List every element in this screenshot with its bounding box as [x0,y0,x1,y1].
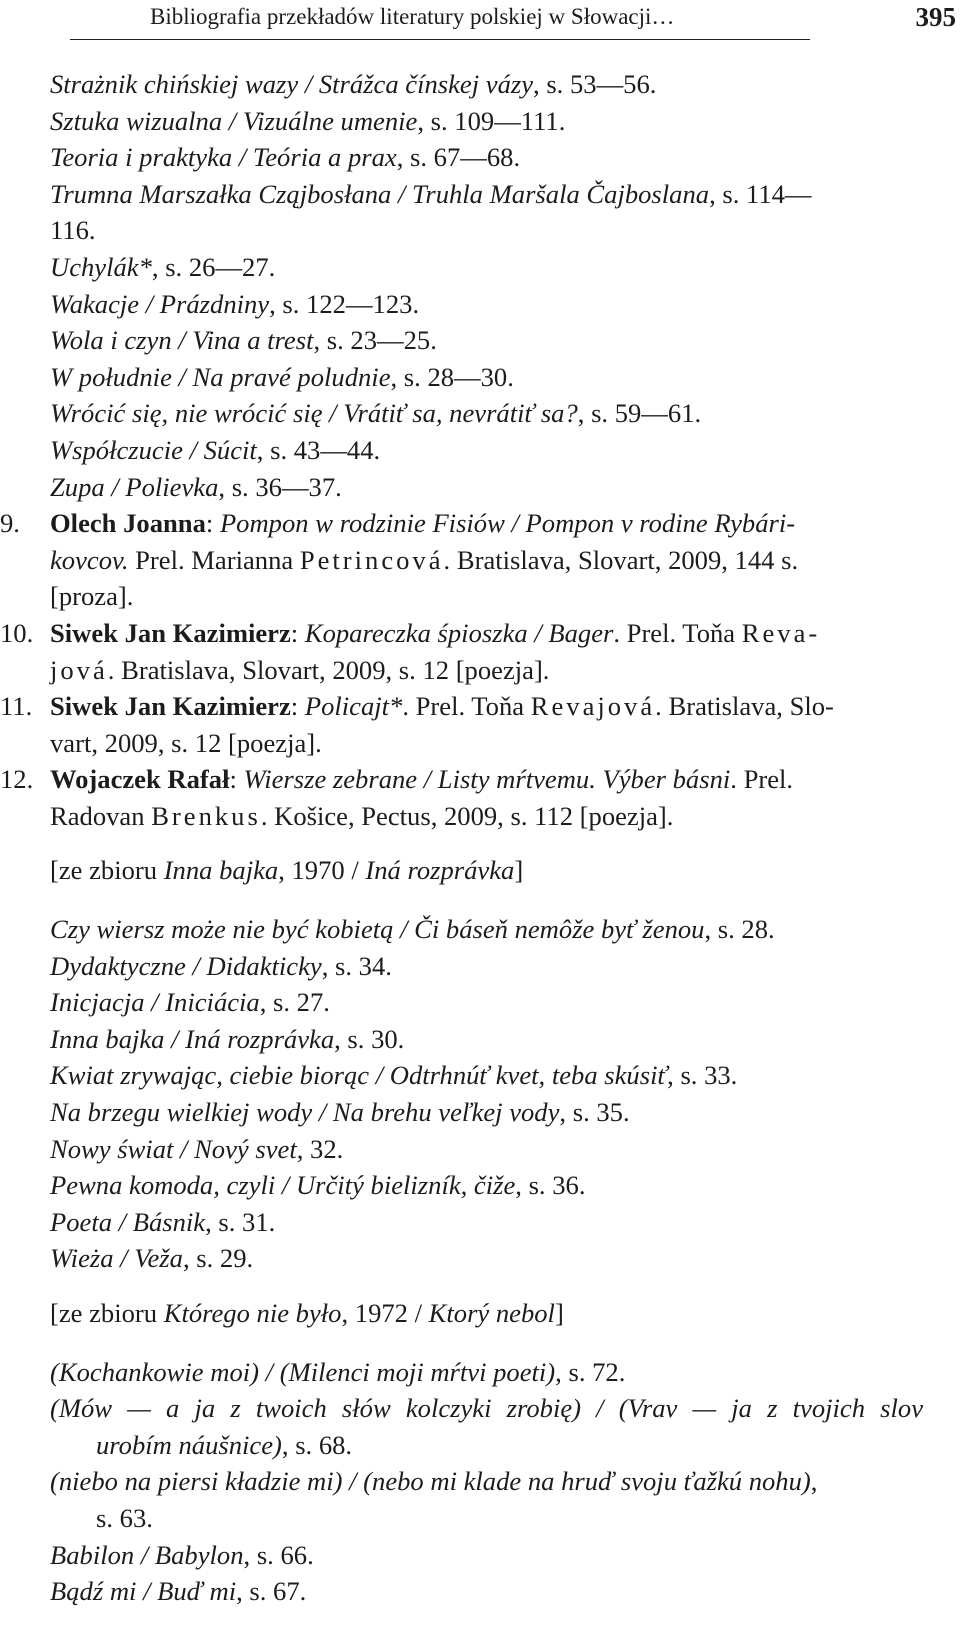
collection-heading: [ze zbioru Inna bajka, 1970 / Iná rozprávka] [50,855,524,886]
entry-title: Wiersze zebrane / Listy mŕtvemu. Výber básni [243,764,731,795]
header-rule [70,39,810,40]
bibliography-entry-12: 12. Wojaczek Rafał: Wiersze zebrane / Listy mŕtvemu. Výber básni. Prel. Radovan Brenkus. Košice, Pectus, 2009, s. 112 [poezja]. [50,761,955,834]
list-item: Na brzegu wielkiej wody / Na brehu veľkej vody, s. 35. [50,1097,630,1128]
entry-title: Pompon w rodzinie Fisiów / Pompon v rodine Rybári- [219,508,796,539]
entry-author: Olech Joanna [50,508,206,539]
list-item: W południe / Na pravé poludnie, s. 28—30. [50,361,514,392]
collection-heading: [ze zbioru Którego nie było, 1972 / Ktorý nebol] [50,1298,564,1328]
bibliography-entry-11: 11. Siwek Jan Kazimierz: Policajt*. Prel. Toňa Revajová. Bratislava, Slo- vart, 2009, s. 12 [poezja]. [50,688,955,761]
entry-title: Kopareczka śpioszka / Bager [304,617,614,648]
list-item: Uchylák*, s. 26—27. [50,251,276,282]
entry-number: 9. [0,508,20,539]
list-item: Inna bajka / Iná rozprávka, s. 30. [50,1023,405,1054]
list-item: Zupa / Polievka, s. 36—37. [50,471,342,502]
entry-translator: Revajová [530,691,656,722]
list-item: Babilon / Babylon, s. 66. [50,1539,314,1570]
entry-title: Policajt* [304,691,403,722]
entry-number: 11. [0,691,33,722]
list-item: Wakacje / Prázdniny, s. 122—123. [50,288,420,319]
list-item: Współczucie / Súcit, s. 43—44. [50,434,381,465]
list-item: (niebo na piersi kładzie mi) / (nebo mi klade na hruď svoju ťažkú nohu), [50,1466,818,1497]
list-item: Kwiat zrywając, ciebie biorąc / Odtrhnúť kvet, teba skúsiť, s. 33. [50,1060,738,1091]
list-item: (Mów — a ja z twoich słów kolczyki zrobię) / (Vrav — ja z tvojich slov [50,1393,923,1424]
page-body [0,66,955,1610]
poem-list [50,1354,955,1610]
entry-number: 12. [0,764,34,795]
page-number: 395 [915,2,956,32]
entry-translator: Petrincová [299,544,444,575]
entry-number: 10. [0,617,34,648]
list-item: Wieża / Veža, s. 29. [50,1243,254,1274]
list-item-continuation: urobím náušnice), s. 68. [96,1429,353,1460]
list-item: Wola i czyn / Vina a trest, s. 23—25. [50,325,437,356]
list-item: Dydaktyczne / Didakticky, s. 34. [50,950,392,981]
poem-list [50,911,955,1277]
page-header [0,0,960,44]
entry-translator: Brenkus [151,800,261,831]
list-item: (Kochankowie moi) / (Milenci moji mŕtvi poeti), s. 72. [50,1356,626,1387]
list-item: Strażnik chińskiej wazy / Strážca čínskej vázy, s. 53—56. [50,69,657,99]
list-item: Inicjacja / Iniciácia, s. 27. [50,987,330,1018]
entry-translator: Reva- [741,617,821,648]
list-item: Trumna Marszałka Cząjbosłana / Truhla Maršala Čajboslana, s. 114— [50,178,812,209]
bibliography-entry-9: 9. Olech Joanna: Pompon w rodzinie Fisiów / Pompon v rodine Rybári- kovcov. Prel. Marianna Petrincová. Bratislava, Slovart, 2009, 144 s. [proza]. [50,505,955,615]
list-item-continuation: 116. [50,215,96,246]
list-item-continuation: s. 63. [96,1502,153,1533]
list-item: Bądź mi / Buď mi, s. 67. [50,1576,307,1607]
bibliography-entry-10: 10. Siwek Jan Kazimierz: Kopareczka śpioszka / Bager. Prel. Toňa Reva- jová. Bratislava, Slovart, 2009, s. 12 [poezja]. [50,615,955,688]
running-title: Bibliografia przekładów literatury polskiej w Słowacji… [150,4,675,29]
list-item: Pewna komoda, czyli / Určitý bielizník, čiže, s. 36. [50,1170,586,1201]
list-item: Czy wiersz może nie być kobietą / Či báseň nemôže byť ženou, s. 28. [50,914,775,945]
list-item: Sztuka wizualna / Vizuálne umenie, s. 109—111. [50,105,566,136]
list-item: Nowy świat / Nový svet, 32. [50,1133,344,1164]
list-item: Wrócić się, nie wrócić się / Vrátiť sa, nevrátiť sa?, s. 59—61. [50,398,702,429]
entry-author: Siwek Jan Kazimierz [50,617,291,648]
poem-list-continued [50,66,955,505]
entry-author: Siwek Jan Kazimierz [50,691,291,722]
list-item: Poeta / Básnik, s. 31. [50,1206,276,1237]
entry-author: Wojaczek Rafał [50,764,230,795]
list-item: Teoria i praktyka / Teória a prax, s. 67—68. [50,142,521,173]
